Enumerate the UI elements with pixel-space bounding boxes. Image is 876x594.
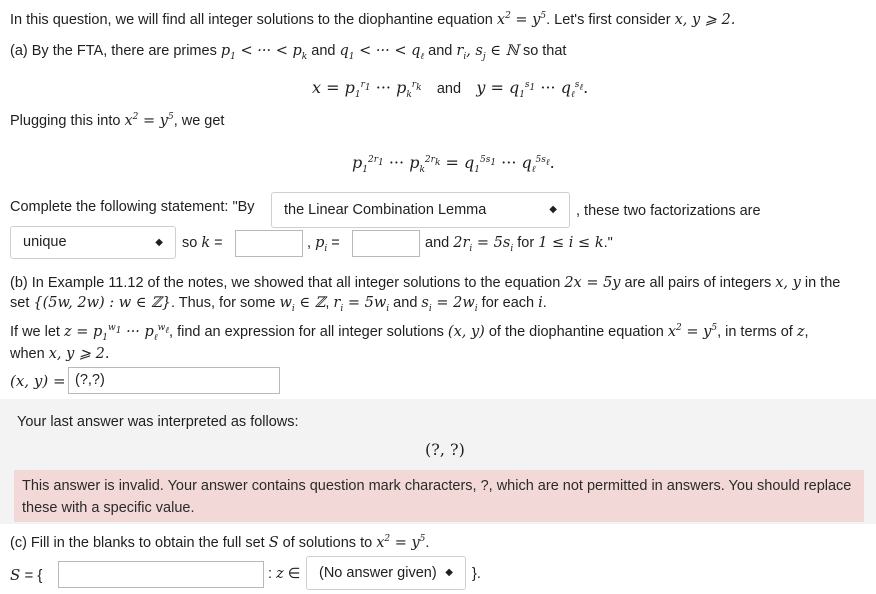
and-word-display: and <box>436 81 462 97</box>
primes-p: $p_1$ < ··· < $p_k$ <box>220 43 308 62</box>
error-text: This answer is invalid. Your answer contains question mark characters, ?, which are not permitted in answers. You should replace these with a specific value. <box>22 478 852 516</box>
part-b-line1: (b) In Example 11.12 of the notes, we showed that all integer solutions to the equation 2x = 5y are all pairs of integers x, y in the <box>10 275 841 291</box>
intro-condition: x, y ⩾ 2. <box>674 12 736 28</box>
part-a-intro <box>10 43 567 62</box>
part-b-line3: If we let $z = p_1^{w_1}$ ··· $p_\ell^{w_\ell}$, find an expression for all integer solutions (x, y) of the diophantine equation $x^2 = y^5$, in terms of z, <box>10 323 809 343</box>
intro-equation: $x^2 = y^5$ <box>496 11 547 28</box>
and-word: and <box>311 43 336 59</box>
interpreted-label: Your last answer was interpreted as follows: <box>17 414 299 430</box>
complete-suffix: , these two factorizations are <box>576 203 761 219</box>
intro-text <box>10 12 735 28</box>
xy-answer-input[interactable] <box>68 367 280 394</box>
plug-equation: $x^2 = y^5$ <box>124 112 174 129</box>
exponent-relation: and $2r_i = 5s_i$ for 1 ≤ i ≤ k." <box>425 235 613 254</box>
part-b-line4: when x, y ⩾ 2. <box>10 346 110 362</box>
primes-q: $q_1$ < ··· < $q_\ell$ <box>339 43 425 62</box>
set-element-input[interactable] <box>58 561 264 588</box>
select-caret-icon: ◆ <box>549 204 557 215</box>
lemma-select[interactable] <box>271 192 570 228</box>
set-domain-select[interactable] <box>306 556 466 590</box>
exponents: $r_i$, $s_j$ ∈ ℕ <box>456 43 519 62</box>
factorization-display: $x = p_1^{r_1}$ ··· $p_k^{r_k}$ and $y = q_1^{s_1}$ ··· $q_\ell^{s_\ell}$. <box>312 78 589 101</box>
so-that: so that <box>522 43 567 59</box>
set-close: }. <box>472 566 481 582</box>
plug-suffix: , we get <box>173 113 225 129</box>
part-b-line2: set {(5w, 2w) : w ∈ ℤ}. Thus, for some $w_i$ ∈ ℤ, $r_i = 5w_i$ and $s_i = 2w_i$ for each i. <box>10 295 547 314</box>
set-label: S = { <box>10 566 43 584</box>
p-i-input[interactable] <box>352 230 420 257</box>
intro-prefix: In this question, we will find all integer solutions to the diophantine equation <box>10 12 493 28</box>
select-caret-icon: ◆ <box>445 567 453 578</box>
so-k-label: so k = <box>182 235 223 251</box>
plug-prefix: Plugging this into <box>10 113 121 129</box>
p-i-label: , $p_i$ = <box>307 235 340 254</box>
intro-suffix: . Let's first consider <box>546 12 671 28</box>
and-word-2: and <box>428 43 453 59</box>
interpreted-value: (?, ?) <box>425 440 465 459</box>
complete-prefix: Complete the following statement: "By <box>10 199 255 215</box>
part-a-prefix: (a) By the FTA, there are primes <box>10 43 217 59</box>
xy-answer-value: (?,?) <box>75 372 105 388</box>
set-domain-select-value: (No answer given) <box>319 565 437 581</box>
lemma-select-value: the Linear Combination Lemma <box>284 202 487 218</box>
part-c-line1: (c) Fill in the blanks to obtain the full set S of solutions to $x^2 = y^5$. <box>10 534 430 551</box>
power-equation-display: $p_1^{2r_1}$ ··· $p_k^{2r_k} = q_1^{5s_1}$ ··· $q_\ell^{5s_\ell}$. <box>352 153 555 176</box>
k-input[interactable] <box>235 230 303 257</box>
answer-label: (x, y) = <box>10 372 66 390</box>
error-message <box>14 470 864 522</box>
plugging-text <box>10 113 224 129</box>
colon-in: : z ∈ <box>268 566 301 582</box>
unique-select[interactable] <box>10 226 176 259</box>
unique-select-value: unique <box>23 234 67 250</box>
select-caret-icon: ◆ <box>155 237 163 248</box>
